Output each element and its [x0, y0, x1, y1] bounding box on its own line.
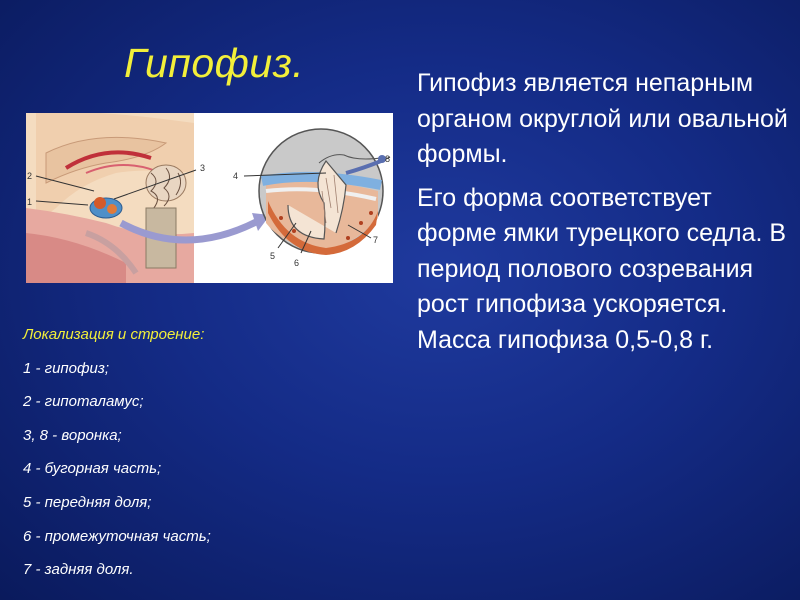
slide-title: Гипофиз. [124, 40, 305, 86]
pituitary-anatomy-figure [26, 113, 393, 283]
figure-label-2: 2 [27, 171, 33, 181]
figure-label-7: 7 [373, 235, 379, 245]
description-paragraph-1: Гипофиз является непарным органом округлой или овальной формы. [417, 69, 788, 168]
description-text [417, 66, 792, 358]
figure-label-4: 4 [233, 171, 239, 181]
anatomy-illustration [26, 113, 393, 283]
legend-item: 1 - гипофиз; [23, 359, 110, 377]
legend-item: 3, 8 - воронка; [23, 426, 122, 444]
figure-label-3: 3 [200, 163, 206, 173]
description-paragraph-2: Его форма соответствует форме ямки турецкого седла. В период полового созревания рост гипофиза ускоряется. Масса гипофиза 0,5-0,8 г. [417, 183, 787, 354]
legend-heading: Локализация и строение: [23, 326, 205, 343]
figure-label-6: 6 [294, 258, 300, 268]
pituitary-magnified-view [244, 129, 390, 255]
figure-label-8: 8 [385, 154, 391, 164]
legend-item: 7 - задняя доля. [23, 561, 134, 579]
legend-item: 4 - бугорная часть; [23, 460, 162, 478]
legend-item: 6 - промежуточная часть; [23, 527, 211, 545]
figure-label-5: 5 [270, 251, 276, 261]
legend-list [23, 318, 383, 587]
brain-sagittal-section [26, 113, 196, 283]
figure-label-1: 1 [27, 197, 33, 207]
legend-item: 5 - передняя доля; [23, 493, 152, 511]
legend-item: 2 - гипоталамус; [23, 393, 144, 411]
